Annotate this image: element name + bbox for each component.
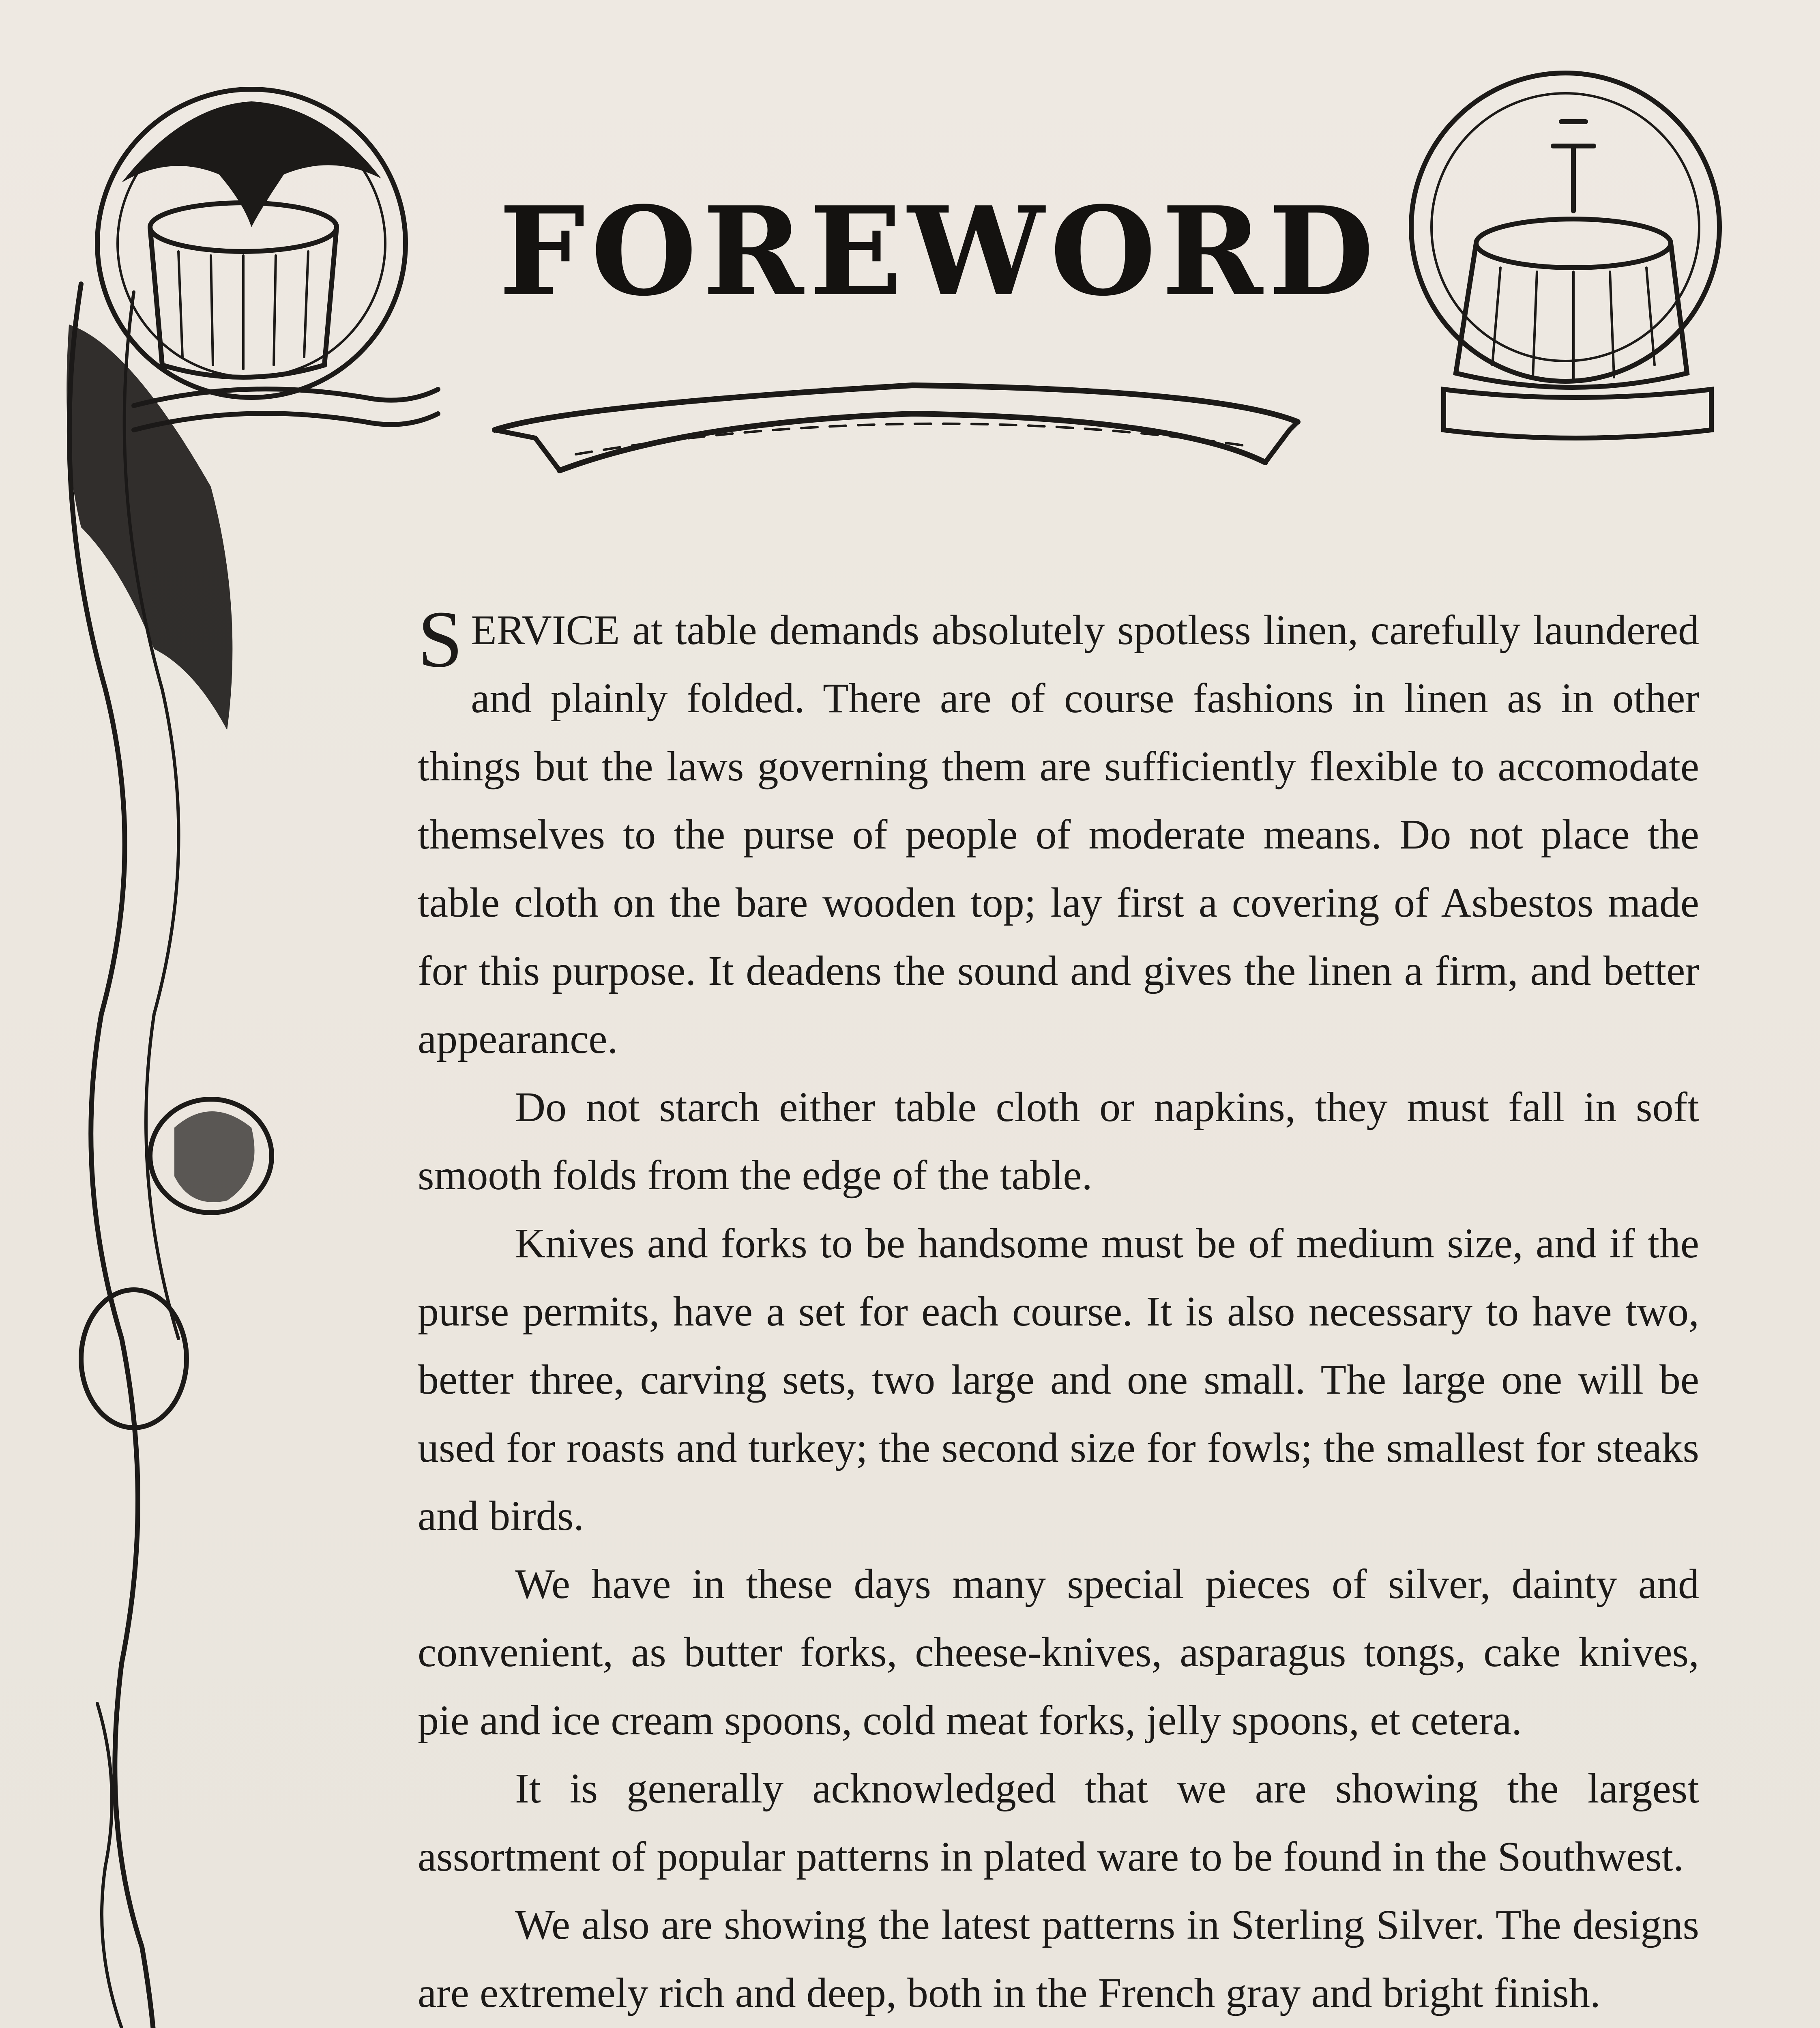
paragraph-1 bbox=[418, 596, 1699, 1073]
paragraph-6: We also are showing the latest patterns in Sterling Silver. The designs are extremely rich and deep, both in the French gray and bright finish. bbox=[418, 1901, 1699, 2016]
paragraph-4: We have in these days many special pieces of silver, dainty and convenient, as butter forks, cheese-knives, asparagus tongs, cake knives, pie and ice cream spoons, cold meat forks, jelly spoons, et cetera. bbox=[418, 1561, 1699, 1744]
foreword-body bbox=[418, 596, 1699, 2027]
paragraph-5: It is generally acknowledged that we are showing the largest assortment of popular patterns in plated ware to be found in the Southwest. bbox=[418, 1765, 1699, 1880]
paragraph-1-text: ERVICE at table demands absolutely spotless linen, carefully laundered and plainly folded. There are of course fashions in linen as in other things but the laws governing them are sufficiently flexible to accomodate themselves to the purse of people of moderate means. Do not place the table cloth on the bare wooden top; lay first a covering of Asbestos made for this purpose. It deadens the sound and gives the linen a firm, and better appearance. bbox=[418, 607, 1699, 1062]
side-ornament bbox=[0, 0, 365, 2028]
paragraph-2: Do not starch either table cloth or napkins, they must fall in soft smooth folds from the edge of the table. bbox=[418, 1084, 1699, 1199]
paragraph-3: Knives and forks to be handsome must be of medium size, and if the purse permits, have a set for each course. It is also necessary to have two, better three, carving sets, two large and one small. The large one will be used for roasts and turkey; the second size for fowls; the smallest for steaks and birds. bbox=[418, 1220, 1699, 1539]
drop-cap: S bbox=[418, 595, 463, 684]
page-title: FOREWORD bbox=[499, 180, 1380, 323]
